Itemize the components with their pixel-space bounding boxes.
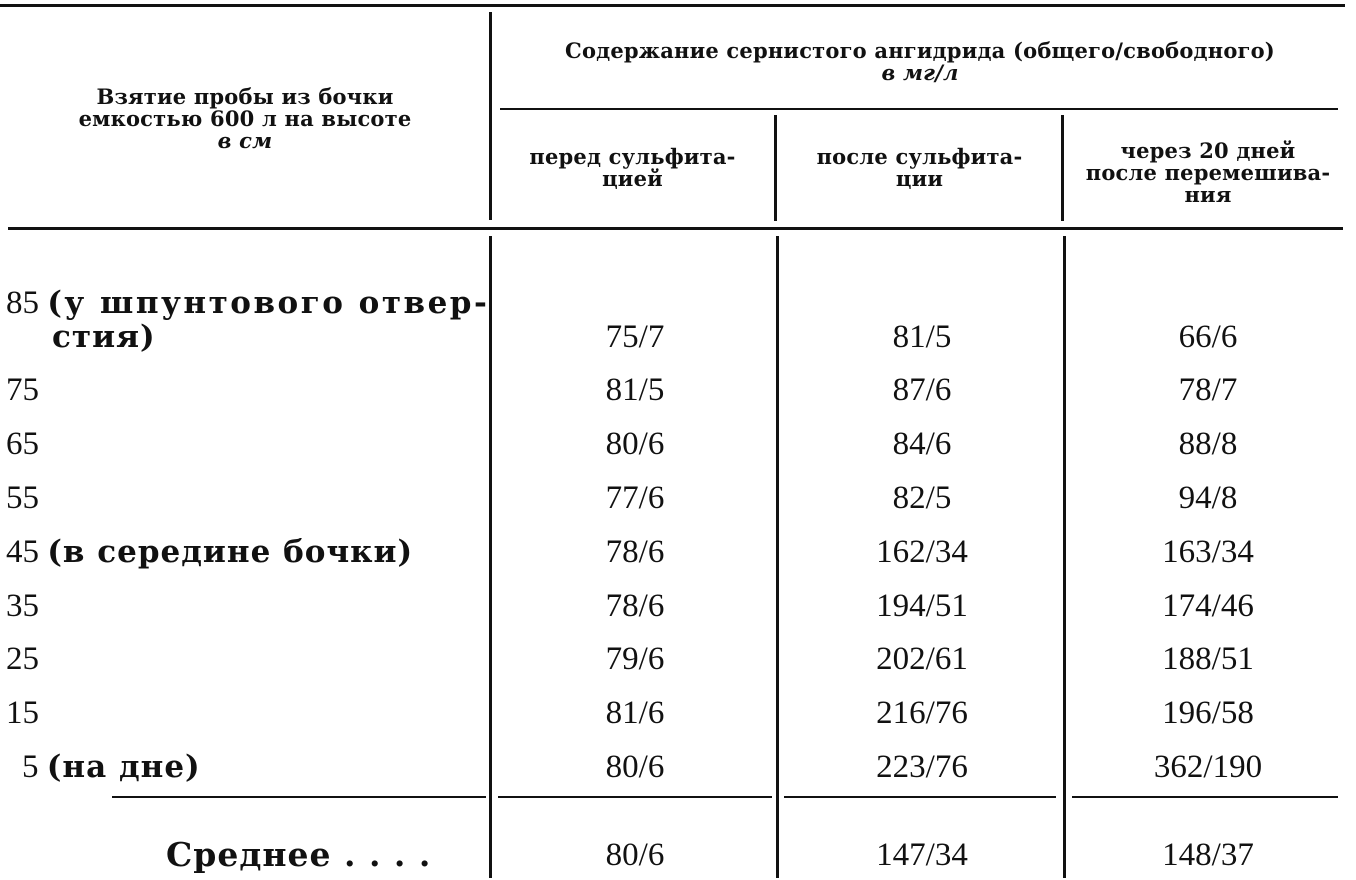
table-cell: 196/58 [1162, 695, 1254, 731]
header-line: ния [1184, 182, 1232, 207]
table-cell: 194/51 [876, 588, 968, 624]
row-height: 45 [6, 534, 39, 570]
group-title [500, 40, 1340, 84]
table-cell: 75/7 [605, 319, 665, 355]
table-cell: 216/76 [876, 695, 968, 731]
table-cell: 188/51 [1162, 641, 1254, 677]
average-rule-2 [498, 796, 772, 798]
row-label [22, 750, 201, 784]
after-sulfitation-header [782, 146, 1057, 190]
sample-header-line: в см [217, 128, 273, 153]
row-label [6, 535, 413, 569]
header-line: после сульфита- [816, 144, 1023, 169]
table-cell: 163/34 [1162, 534, 1254, 570]
average-cell: 148/37 [1162, 837, 1254, 873]
table-cell: 80/6 [605, 426, 665, 462]
after-20-days-header [1068, 140, 1348, 206]
row-label [6, 642, 39, 676]
table-cell: 82/5 [892, 480, 952, 516]
header-line: цией [602, 166, 663, 191]
header-line: перед сульфита- [529, 144, 736, 169]
row-note: (на дне) [46, 749, 201, 785]
table-cell: 94/8 [1178, 480, 1238, 516]
row-height: 25 [6, 641, 39, 677]
row-label [6, 286, 489, 320]
table-cell: 66/6 [1178, 319, 1238, 355]
top-rule [0, 4, 1345, 7]
row-label [6, 427, 39, 461]
group-header-rule [500, 108, 1338, 110]
table-cell: 78/7 [1178, 372, 1238, 408]
table-cell: 84/6 [892, 426, 952, 462]
col-divider-1-body [489, 236, 492, 878]
table-cell: 81/6 [605, 695, 665, 731]
group-title-line: Содержание сернистого ангидрида (общего/свободного) [565, 38, 1275, 63]
row-label-cont [52, 320, 156, 354]
sample-column-header [30, 86, 460, 152]
header-line: после перемешива- [1085, 160, 1331, 185]
row-label [6, 589, 39, 623]
table-cell: 362/190 [1153, 749, 1263, 785]
table-cell: 78/6 [605, 534, 665, 570]
row-height: 5 [22, 749, 39, 785]
average-label: Среднее . . . . [166, 835, 432, 874]
row-label [6, 696, 39, 730]
col-divider-3-header [1061, 115, 1064, 221]
table-cell: 81/5 [892, 319, 952, 355]
table-cell: 78/6 [605, 588, 665, 624]
table-cell: 202/61 [876, 641, 968, 677]
sample-header-line: Взятие пробы из бочки [96, 84, 394, 109]
row-height: 15 [6, 695, 39, 731]
sample-header-line: емкостью 600 л на высоте [78, 106, 412, 131]
row-height: 75 [6, 372, 39, 408]
table-cell: 174/46 [1162, 588, 1254, 624]
average-rule-3 [784, 796, 1056, 798]
row-note: (в середине бочки) [47, 534, 414, 570]
header-bottom-rule [8, 227, 1343, 230]
col-divider-2-header [774, 115, 777, 221]
row-height: 65 [6, 426, 39, 462]
table-cell: 162/34 [876, 534, 968, 570]
header-line: через 20 дней [1120, 138, 1296, 163]
col-divider-3-body [1063, 236, 1066, 878]
table-cell: 87/6 [892, 372, 952, 408]
header-line: ции [895, 166, 944, 191]
before-sulfitation-header [495, 146, 770, 190]
average-rule-1 [112, 796, 486, 798]
average-cell: 80/6 [605, 837, 665, 873]
table-cell: 223/76 [876, 749, 968, 785]
row-note: (у шпунтового отвер- [47, 285, 490, 321]
average-cell: 147/34 [876, 837, 968, 873]
average-rule-4 [1072, 796, 1338, 798]
row-label [6, 373, 39, 407]
table-cell: 79/6 [605, 641, 665, 677]
table-cell: 77/6 [605, 480, 665, 516]
row-height: 35 [6, 588, 39, 624]
table-cell: 88/8 [1178, 426, 1238, 462]
group-title-line: в мг/л [881, 60, 959, 85]
col-divider-1-header [489, 12, 492, 220]
row-height: 55 [6, 480, 39, 516]
row-label [6, 481, 39, 515]
col-divider-2-body [776, 236, 779, 878]
table-cell: 80/6 [605, 749, 665, 785]
row-note: стия) [52, 319, 156, 355]
row-height: 85 [6, 285, 39, 321]
table-cell: 81/5 [605, 372, 665, 408]
